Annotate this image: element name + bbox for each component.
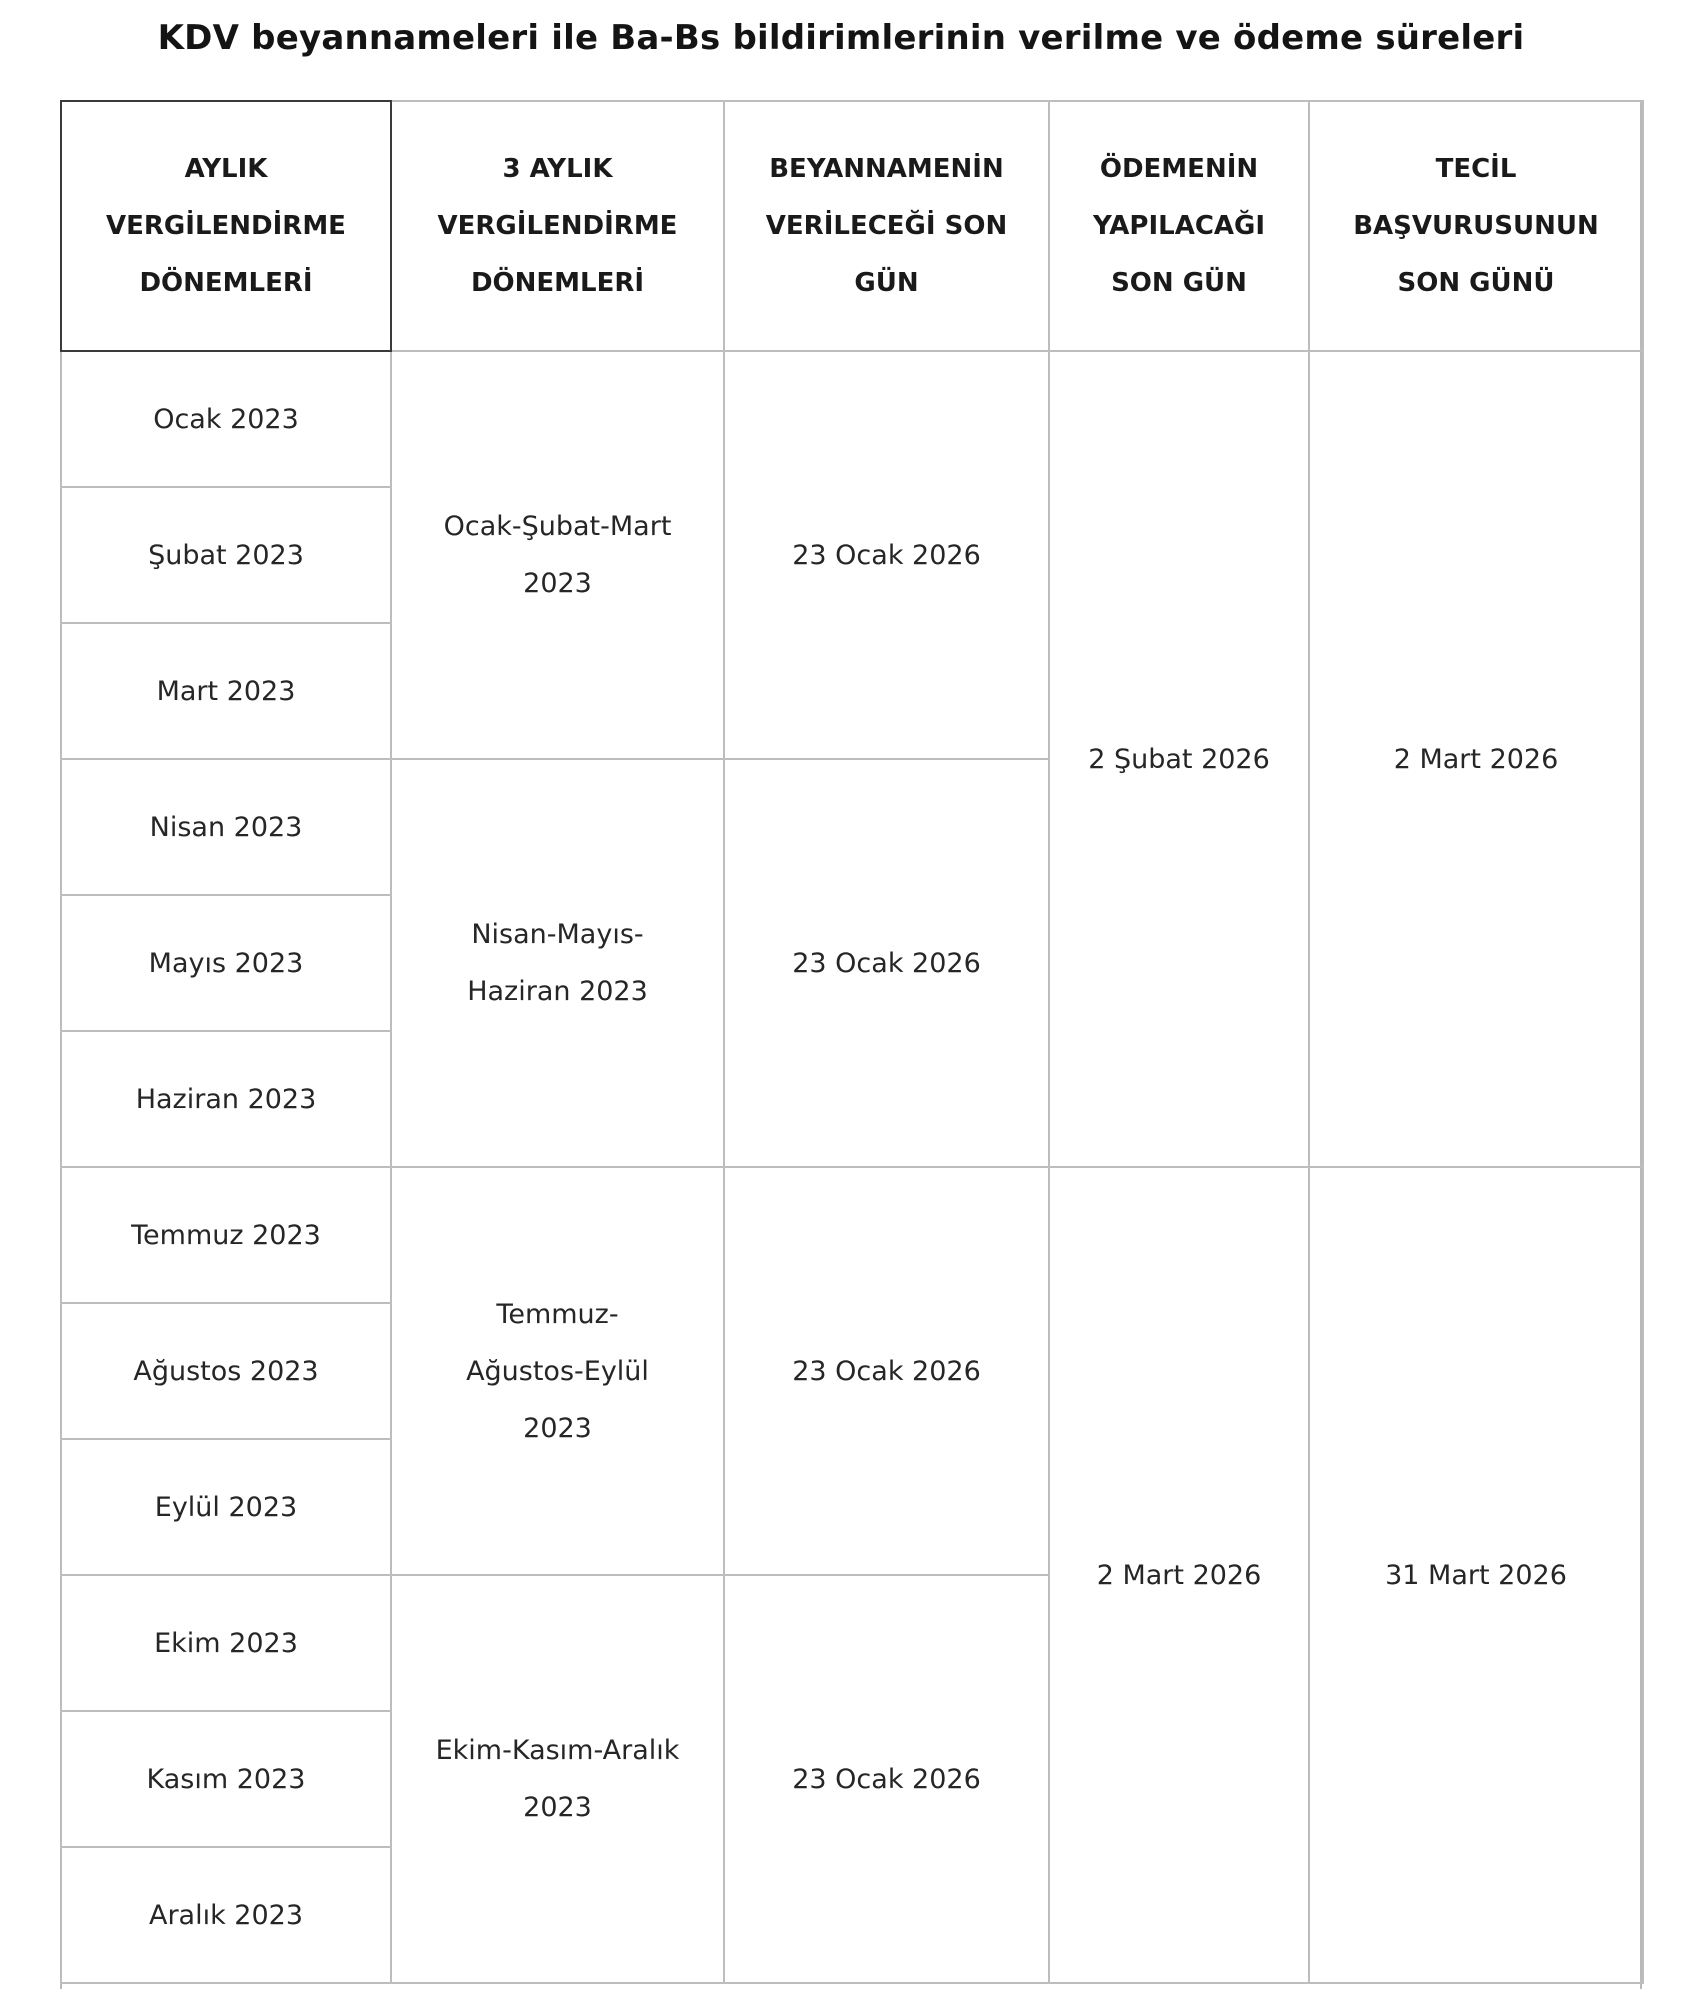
header-line: SON GÜNÜ xyxy=(1397,267,1555,298)
monthly-period-cell: Mart 2023 xyxy=(61,623,391,759)
header-line: ÖDEMENİN xyxy=(1099,153,1259,184)
header-line: VERİLECEĞİ SON xyxy=(765,210,1008,241)
quarterly-period-line: Temmuz- xyxy=(496,1298,619,1330)
declaration-deadline-cell: 23 Ocak 2026 xyxy=(724,1575,1049,1983)
quarterly-period-line: Ekim-Kasım-Aralık xyxy=(435,1735,680,1766)
declaration-deadline-cell: 23 Ocak 2026 xyxy=(724,1167,1049,1575)
table-row xyxy=(61,351,1643,487)
declaration-deadline-cell: 23 Ocak 2026 xyxy=(724,759,1049,1167)
header-monthly-periods xyxy=(61,101,391,351)
monthly-period-cell: Ağustos 2023 xyxy=(61,1303,391,1439)
quarterly-period-line: 2023 xyxy=(523,1792,592,1823)
header-line: AYLIK xyxy=(184,153,268,184)
table-row xyxy=(61,1167,1643,1303)
payment-deadline-cell: 2 Mart 2026 xyxy=(1049,1167,1309,1983)
header-payment-deadline xyxy=(1049,101,1309,351)
quarterly-period-cell xyxy=(391,1167,724,1575)
header-line: VERGİLENDİRME xyxy=(106,210,346,241)
monthly-period-cell: Temmuz 2023 xyxy=(61,1167,391,1303)
quarterly-period-line: Ocak-Şubat-Mart xyxy=(443,511,672,542)
monthly-period-cell: Nisan 2023 xyxy=(61,759,391,895)
deadline-table xyxy=(60,100,1644,1984)
payment-deadline-cell: 2 Şubat 2026 xyxy=(1049,351,1309,1167)
header-line: VERGİLENDİRME xyxy=(437,210,678,241)
header-line: DÖNEMLERİ xyxy=(139,267,313,298)
header-line: YAPILACAĞI xyxy=(1092,210,1266,241)
header-deferral-deadline xyxy=(1309,101,1643,351)
monthly-period-cell: Şubat 2023 xyxy=(61,487,391,623)
deferral-deadline-cell: 2 Mart 2026 xyxy=(1309,351,1643,1167)
quarterly-period-cell xyxy=(391,351,724,759)
declaration-deadline-cell: 23 Ocak 2026 xyxy=(724,351,1049,759)
monthly-period-cell: Ocak 2023 xyxy=(61,351,391,487)
header-row xyxy=(61,101,1643,351)
header-line: BAŞVURUSUNUN xyxy=(1353,210,1599,241)
monthly-period-cell: Mayıs 2023 xyxy=(61,895,391,1031)
quarterly-period-line: 2023 xyxy=(523,568,592,599)
monthly-period-cell: Kasım 2023 xyxy=(61,1711,391,1847)
page-title: KDV beyannameleri ile Ba-Bs bildirimlerinin verilme ve ödeme süreleri xyxy=(157,18,1525,58)
monthly-period-cell: Ekim 2023 xyxy=(61,1575,391,1711)
header-declaration-deadline xyxy=(724,101,1049,351)
header-line: BEYANNAMENİN xyxy=(769,153,1004,184)
quarterly-period-cell xyxy=(391,1575,724,1983)
monthly-period-cell: Aralık 2023 xyxy=(61,1847,391,1983)
header-quarterly-periods xyxy=(391,101,724,351)
header-line: DÖNEMLERİ xyxy=(470,267,645,298)
quarterly-period-line: Nisan-Mayıs- xyxy=(471,919,644,950)
header-line: TECİL xyxy=(1435,153,1517,184)
quarterly-period-line: Ağustos-Eylül xyxy=(466,1355,649,1387)
monthly-period-cell: Haziran 2023 xyxy=(61,1031,391,1167)
monthly-period-cell: Eylül 2023 xyxy=(61,1439,391,1575)
deferral-deadline-cell: 31 Mart 2026 xyxy=(1309,1167,1643,1983)
header-line: SON GÜN xyxy=(1111,267,1247,298)
quarterly-period-cell xyxy=(391,759,724,1167)
quarterly-period-line: Haziran 2023 xyxy=(467,976,648,1007)
header-line: GÜN xyxy=(854,267,919,298)
quarterly-period-line: 2023 xyxy=(523,1412,592,1444)
header-line: 3 AYLIK xyxy=(502,153,613,184)
